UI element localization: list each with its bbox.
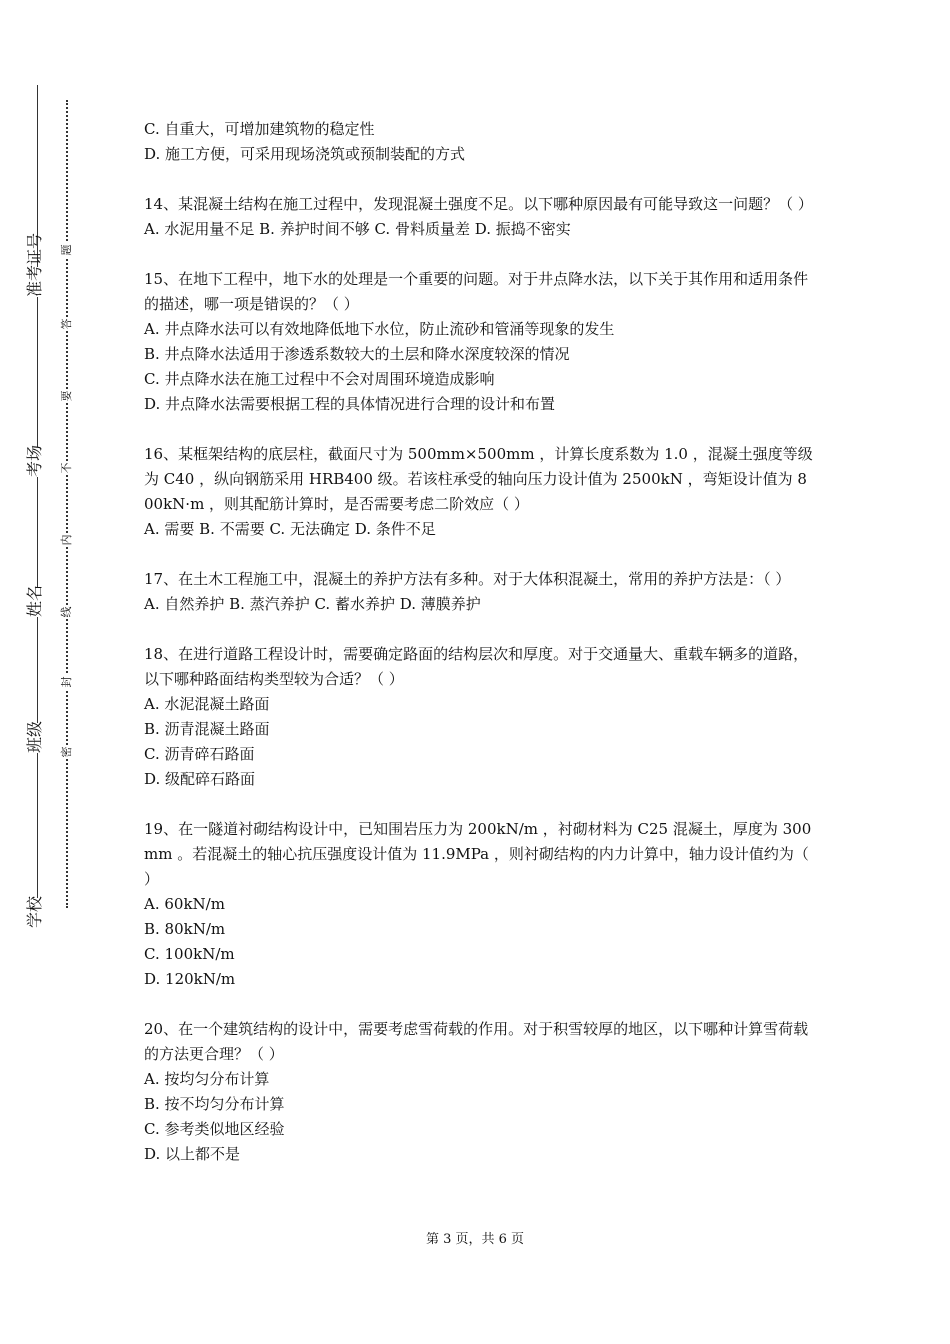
question-stem: 18、在进行道路工程设计时，需要确定路面的结构层次和厚度。对于交通量大、重载车辆多的道路，以下哪种路面结构类型较为合适？（ ）: [144, 645, 809, 688]
question-stem: 20、在一个建筑结构的设计中，需要考虑雪荷载的作用。对于积雪较厚的地区，以下哪种计算雪荷载的方法更合理？（ ）: [144, 1020, 809, 1063]
question-stem: 14、某混凝土结构在施工过程中，发现混凝土强度不足。以下哪种原因最有可能导致这一问题？（ ）: [144, 195, 813, 213]
seal-char-ti: 题: [60, 244, 73, 256]
option-c: C. 自重大，可增加建筑物的稳定性: [144, 120, 375, 138]
option-d: D. 施工方便，可采用现场浇筑或预制装配的方式: [144, 145, 466, 163]
option-line: A. 自然养护 B. 蒸汽养护 C. 蓄水养护 D. 薄膜养护: [144, 595, 481, 613]
exam-number-label: 准考证号: [25, 232, 44, 297]
question-stem: 15、在地下工程中，地下水的处理是一个重要的问题。对于井点降水法，以下关于其作用和适用条件的描述，哪一项是错误的？（ ）: [144, 270, 809, 313]
seal-char-da: 答: [60, 318, 73, 330]
option-a: A. 按均匀分布计算: [144, 1070, 270, 1088]
seal-char-bu: 不: [60, 462, 73, 474]
option-line: A. 水泥用量不足 B. 养护时间不够 C. 骨料质量差 D. 振捣不密实: [144, 220, 571, 238]
question-17: [144, 567, 814, 617]
question-19: [144, 817, 814, 992]
page-number: 第 3 页，共 6 页: [425, 1232, 525, 1247]
option-c: C. 参考类似地区经验: [144, 1120, 285, 1138]
school-label: 学校: [25, 895, 44, 928]
class-label: 班级: [25, 720, 44, 753]
option-c: C. 井点降水法在施工过程中不会对周围环境造成影响: [144, 370, 495, 388]
option-c: C. 100kN/m: [144, 945, 235, 963]
option-c: C. 沥青碎石路面: [144, 745, 255, 763]
question-stem: 19、在一隧道衬砌结构设计中，已知围岩压力为 200kN/m ，衬砌材料为 C25 混凝土，厚度为 300mm 。若混凝土的轴心抗压强度设计值为 11.9MPa ，则衬砌结构的内力计算中，轴力设计值约为（ ）: [144, 820, 812, 888]
previous-question-options: [144, 117, 814, 167]
option-a: A. 井点降水法可以有效地降低地下水位，防止流砂和管涌等现象的发生: [144, 320, 615, 338]
option-b: B. 按不均匀分布计算: [144, 1095, 285, 1113]
name-label: 姓名: [25, 584, 44, 617]
question-18: [144, 642, 814, 792]
seal-char-yao: 要: [60, 390, 73, 402]
question-stem: 16、某框架结构的底层柱，截面尺寸为 500mm×500mm ，计算长度系数为 1.0 ，混凝土强度等级为 C40 ，纵向钢筋采用 HRB400 级。若该柱承受的轴向压力设计值为 2500kN ，弯矩设计值为 800kN·m ，则其配筋计算时，是否需要考虑二阶效应（ ）: [144, 445, 813, 513]
exam-room-label: 考场: [25, 444, 44, 477]
seal-char-mi: 密: [60, 746, 73, 758]
option-line: A. 需要 B. 不需要 C. 无法确定 D. 条件不足: [144, 520, 436, 538]
question-content: [144, 117, 814, 1192]
option-d: D. 以上都不是: [144, 1145, 241, 1163]
option-d: D. 120kN/m: [144, 970, 236, 988]
question-20: [144, 1017, 814, 1167]
binding-solid-line: [37, 85, 38, 915]
option-d: D. 级配碎石路面: [144, 770, 256, 788]
question-15: [144, 267, 814, 417]
binding-dotted-line: [66, 100, 68, 908]
seal-char-xian: 线: [60, 606, 73, 618]
option-a: A. 60kN/m: [144, 895, 225, 913]
seal-char-nei: 内: [60, 534, 73, 546]
option-a: A. 水泥混凝土路面: [144, 695, 270, 713]
seal-char-feng: 封: [60, 676, 73, 688]
option-b: B. 80kN/m: [144, 920, 226, 938]
option-b: B. 井点降水法适用于渗透系数较大的土层和降水深度较深的情况: [144, 345, 570, 363]
option-b: B. 沥青混凝土路面: [144, 720, 270, 738]
question-stem: 17、在土木工程施工中，混凝土的养护方法有多种。对于大体积混凝土，常用的养护方法是：（ ）: [144, 570, 791, 588]
question-16: [144, 442, 814, 542]
question-14: [144, 192, 814, 242]
option-d: D. 井点降水法需要根据工程的具体情况进行合理的设计和布置: [144, 395, 556, 413]
